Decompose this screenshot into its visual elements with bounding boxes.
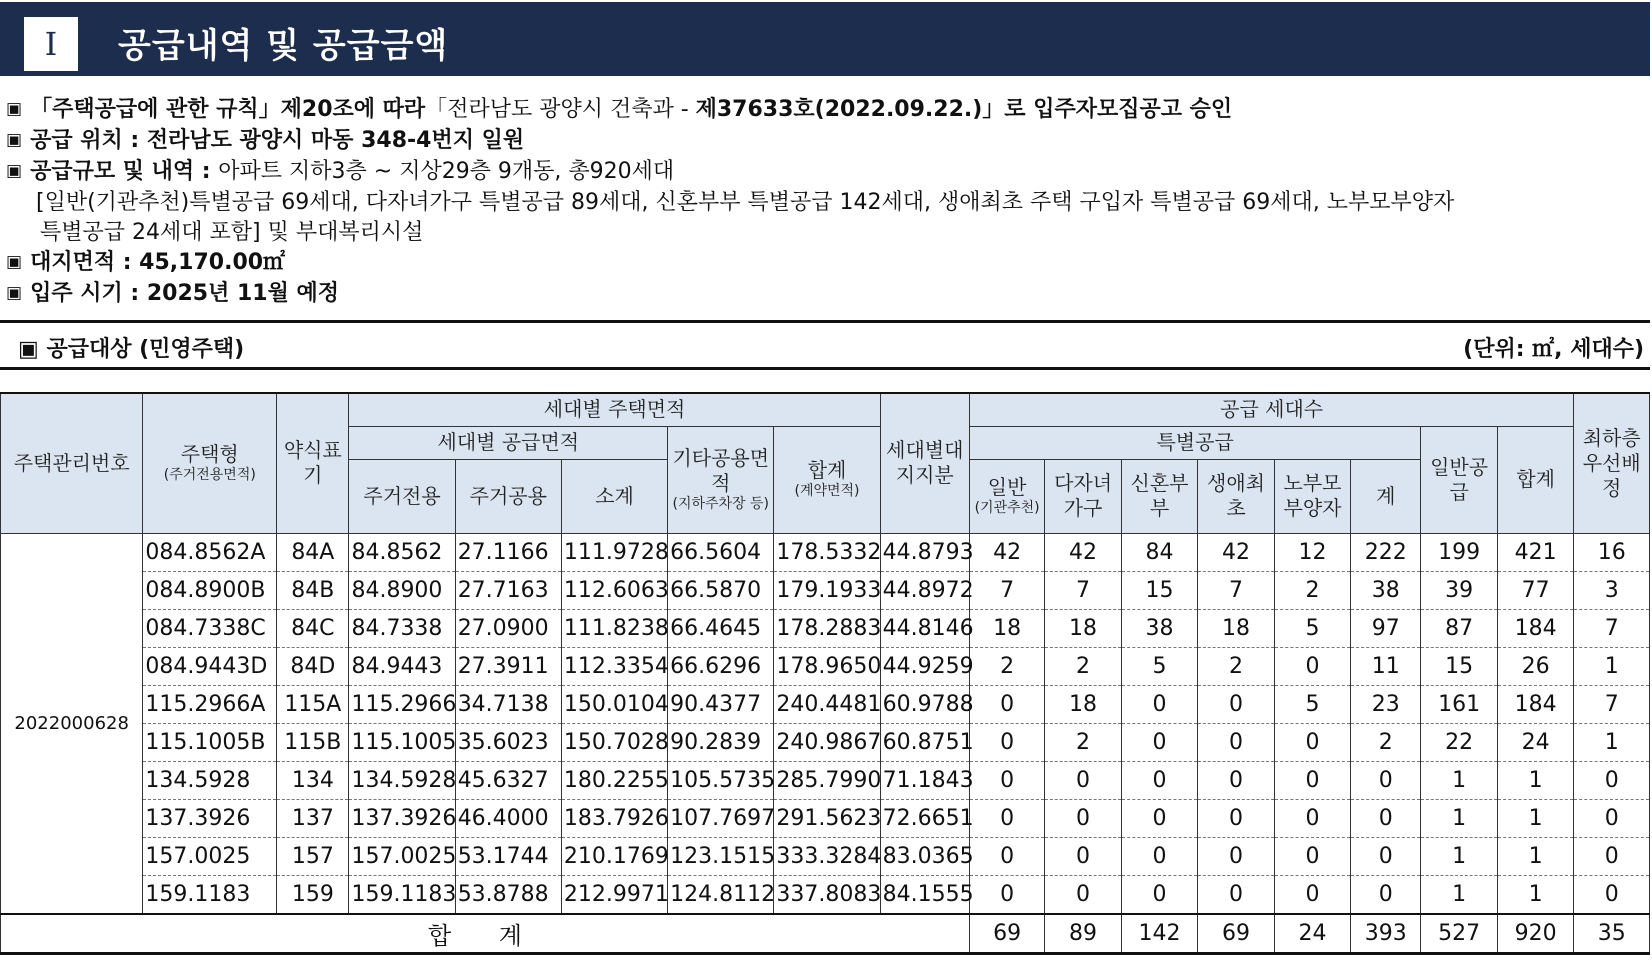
- table-cell: 35.6023: [455, 723, 561, 761]
- header-sp-newlywed: 신혼부부: [1121, 459, 1197, 533]
- table-cell: 2: [969, 647, 1044, 685]
- table-cell: 71.1843: [880, 761, 969, 799]
- table-cell: 44.8972: [880, 571, 969, 609]
- table-cell: 240.9867: [774, 723, 880, 761]
- total-cell: 69: [1198, 914, 1274, 954]
- table-cell: 333.3284: [774, 837, 880, 875]
- table-cell: 1: [1574, 723, 1650, 761]
- table-cell: 134.5928: [143, 761, 277, 799]
- table-cell: 7: [1198, 571, 1274, 609]
- table-cell: 0: [1121, 685, 1197, 723]
- total-cell: 920: [1497, 914, 1574, 954]
- table-cell: 115B: [277, 723, 349, 761]
- info-approval: [6, 95, 1651, 126]
- table-row: [1, 723, 1650, 761]
- square-bullet-icon: ▣: [6, 252, 23, 272]
- table-cell: 7: [1574, 685, 1650, 723]
- table-cell: 0: [1045, 799, 1121, 837]
- table-cell: 66.5870: [668, 571, 774, 609]
- table-cell: 1: [1497, 761, 1574, 799]
- table-cell: 084.7338C: [143, 609, 277, 647]
- header-area-group: 세대별 주택면적: [349, 393, 880, 426]
- table-row: [1, 609, 1650, 647]
- table-cell: 0: [969, 761, 1044, 799]
- table-cell: 34.7138: [455, 685, 561, 723]
- table-cell: 46.4000: [455, 799, 561, 837]
- table-cell: 0: [1274, 723, 1350, 761]
- table-cell: 084.8900B: [143, 571, 277, 609]
- square-bullet-icon: ▣: [6, 283, 23, 303]
- table-cell: 0: [1121, 837, 1197, 875]
- table-cell: 0: [1351, 761, 1421, 799]
- other-common-sub: (지하주차장 등): [672, 495, 770, 512]
- table-cell: 38: [1121, 609, 1197, 647]
- header-exclusive: 주거전용: [349, 459, 455, 533]
- square-bullet-icon: ▣: [6, 130, 23, 150]
- table-cell: 44.9259: [880, 647, 969, 685]
- table-cell: 53.8788: [455, 875, 561, 914]
- table-cell: 0: [1198, 799, 1274, 837]
- square-bullet-icon: ▣: [6, 161, 23, 181]
- table-cell: 137: [277, 799, 349, 837]
- table-cell: 90.2839: [668, 723, 774, 761]
- table-cell: 38: [1351, 571, 1421, 609]
- table-cell: 134: [277, 761, 349, 799]
- house-type-label: 주택형: [180, 442, 239, 466]
- scale-detail-line2: 특별공급 24세대 포함] 및 부대복리시설: [40, 220, 424, 245]
- info-move-in: [6, 279, 1651, 310]
- table-cell: 178.2883: [774, 609, 880, 647]
- table-cell: 0: [969, 799, 1044, 837]
- table-cell: 84A: [277, 533, 349, 571]
- table-cell: 157.0025: [143, 837, 277, 875]
- table-cell: 0: [1121, 875, 1197, 914]
- table-cell: 72.6651: [880, 799, 969, 837]
- table-cell: 60.8751: [880, 723, 969, 761]
- land-area-text: 대지면적 : 45,170.00㎡: [30, 250, 286, 275]
- table-cell: 0: [1198, 837, 1274, 875]
- table-cell: 18: [1198, 609, 1274, 647]
- header-special-group: 특별공급: [969, 426, 1420, 459]
- table-cell: 0: [1198, 761, 1274, 799]
- sp-general-sub: (기관추천): [974, 499, 1040, 516]
- unit-label: (단위: ㎡, 세대수): [1463, 337, 1644, 362]
- table-cell: 45.6327: [455, 761, 561, 799]
- table-cell: 84.8900: [349, 571, 455, 609]
- table-cell: 0: [1274, 875, 1350, 914]
- table-cell: 0: [969, 723, 1044, 761]
- table-cell: 18: [969, 609, 1044, 647]
- table-cell: 112.3354: [561, 647, 667, 685]
- table-cell: 5: [1274, 685, 1350, 723]
- header-sp-sum: 계: [1351, 459, 1421, 533]
- header-general-supply: 일반공급: [1421, 426, 1497, 533]
- table-cell: 97: [1351, 609, 1421, 647]
- table-cell: 0: [1198, 875, 1274, 914]
- sp-general-label: 일반: [987, 474, 1027, 499]
- table-cell: 7: [1045, 571, 1121, 609]
- table-cell: 0: [1274, 837, 1350, 875]
- table-cell: 0: [1351, 875, 1421, 914]
- supply-table: [0, 392, 1650, 955]
- scale-detail-line1: [일반(기관추천)특별공급 69세대, 다자녀가구 특별공급 89세대, 신혼부부 특별공급 142세대, 생애최초 주택 구입자 특별공급 69세대, 노부모부양자: [36, 190, 1455, 215]
- table-cell: 84D: [277, 647, 349, 685]
- location-text: 공급 위치 : 전라남도 광양시 마동 348-4번지 일원: [30, 128, 525, 153]
- scale-label: 공급규모 및 내역 :: [30, 159, 219, 184]
- table-cell: 159.1183: [143, 875, 277, 914]
- table-cell: 115A: [277, 685, 349, 723]
- table-cell: 115.2966: [349, 685, 455, 723]
- house-type-sub: (주거전용면적): [163, 467, 256, 483]
- table-row: [1, 799, 1650, 837]
- table-cell: 240.4481: [774, 685, 880, 723]
- header-sp-multichild: 다자녀가구: [1045, 459, 1121, 533]
- table-cell: 137.3926: [349, 799, 455, 837]
- table-row: [1, 837, 1650, 875]
- table-cell: 0: [1045, 837, 1121, 875]
- table-cell: 66.5604: [668, 533, 774, 571]
- header-sp-general: [969, 459, 1044, 533]
- info-land-area: [6, 248, 1651, 279]
- table-cell: 124.8112: [668, 875, 774, 914]
- table-row: [1, 685, 1650, 723]
- table-row: [1, 533, 1650, 571]
- header-land-share: 세대별대지지분: [880, 393, 969, 533]
- table-cell: 18: [1045, 609, 1121, 647]
- table-cell: 83.0365: [880, 837, 969, 875]
- table-cell: 23: [1351, 685, 1421, 723]
- header-supply-count-group: 공급 세대수: [969, 393, 1574, 426]
- table-cell: 27.7163: [455, 571, 561, 609]
- table-cell: 2: [1198, 647, 1274, 685]
- scale-text: 아파트 지하3층 ~ 지상29층 9개동, 총920세대: [218, 159, 675, 184]
- header-supply-area-group: 세대별 공급면적: [349, 426, 668, 459]
- header-other-common: [668, 426, 774, 533]
- table-cell: 0: [1274, 647, 1350, 685]
- total-label: 합 계: [1, 914, 970, 954]
- table-cell: 2: [1045, 723, 1121, 761]
- square-bullet-icon: ▣: [6, 99, 23, 119]
- table-cell: 1: [1497, 799, 1574, 837]
- approval-rule-text: 「주택공급에 관한 규칙」제20조에 따라: [30, 97, 426, 122]
- info-location: [6, 126, 1651, 157]
- table-cell: 5: [1121, 647, 1197, 685]
- table-cell: 115.2966A: [143, 685, 277, 723]
- table-cell: 77: [1497, 571, 1574, 609]
- table-cell: 105.5735: [668, 761, 774, 799]
- table-cell: 0: [1351, 837, 1421, 875]
- table-cell: 11: [1351, 647, 1421, 685]
- header-sp-firsttime: 생애최초: [1198, 459, 1274, 533]
- table-cell: 1: [1421, 761, 1497, 799]
- table-cell: 084.9443D: [143, 647, 277, 685]
- table-cell: 0: [1198, 723, 1274, 761]
- total-cell: 69: [969, 914, 1044, 954]
- table-cell: 159.1183: [349, 875, 455, 914]
- table-cell: 0: [1198, 685, 1274, 723]
- table-cell: 0: [1045, 761, 1121, 799]
- table-cell: 183.7926: [561, 799, 667, 837]
- table-cell: 84: [1121, 533, 1197, 571]
- table-cell: 115.1005B: [143, 723, 277, 761]
- table-cell: 2: [1045, 647, 1121, 685]
- table-row: [1, 647, 1650, 685]
- table-cell: 285.7990: [774, 761, 880, 799]
- table-cell: 179.1933: [774, 571, 880, 609]
- table-cell: 27.0900: [455, 609, 561, 647]
- table-cell: 16: [1574, 533, 1650, 571]
- move-in-text: 입주 시기 : 2025년 11월 예정: [30, 281, 340, 306]
- table-cell: 134.5928: [349, 761, 455, 799]
- table-cell: 7: [1574, 609, 1650, 647]
- header-mgmt-no: 주택관리번호: [1, 393, 143, 533]
- table-cell: 44.8793: [880, 533, 969, 571]
- table-cell: 2: [1274, 571, 1350, 609]
- table-cell: 84.8562: [349, 533, 455, 571]
- table-cell: 84.9443: [349, 647, 455, 685]
- table-cell: 0: [1574, 837, 1650, 875]
- table-cell: 421: [1497, 533, 1574, 571]
- table-cell: 107.7697: [668, 799, 774, 837]
- table-cell: 53.1744: [455, 837, 561, 875]
- table-cell: 42: [969, 533, 1044, 571]
- table-cell: 199: [1421, 533, 1497, 571]
- total-cell: 527: [1421, 914, 1497, 954]
- table-cell: 42: [1198, 533, 1274, 571]
- header-common: 주거공용: [455, 459, 561, 533]
- table-cell: 123.1515: [668, 837, 774, 875]
- table-cell: 112.6063: [561, 571, 667, 609]
- header-subtotal: 소계: [561, 459, 667, 533]
- total-area-sub: (계약면적): [794, 483, 860, 500]
- table-cell: 1: [1421, 875, 1497, 914]
- table-cell: 2: [1351, 723, 1421, 761]
- table-cell: 12: [1274, 533, 1350, 571]
- table-cell: 0: [1574, 799, 1650, 837]
- table-cell: 87: [1421, 609, 1497, 647]
- table-cell: 90.4377: [668, 685, 774, 723]
- table-cell: 60.9788: [880, 685, 969, 723]
- table-cell: 150.7028: [561, 723, 667, 761]
- approval-number-text: 제37633호(2022.09.22.)」로 입주자모집공고 승인: [695, 97, 1233, 122]
- table-cell: 84.1555: [880, 875, 969, 914]
- table-cell: 1: [1574, 647, 1650, 685]
- table-cell: 115.1005: [349, 723, 455, 761]
- table-cell: 15: [1121, 571, 1197, 609]
- table-cell: 15: [1421, 647, 1497, 685]
- header-abbr: 약식표기: [277, 393, 349, 533]
- supply-info-list: [6, 95, 1651, 310]
- table-cell: 5: [1274, 609, 1350, 647]
- table-cell: 1: [1497, 837, 1574, 875]
- table-cell: 180.2255: [561, 761, 667, 799]
- table-cell: 26: [1497, 647, 1574, 685]
- table-cell: 27.1166: [455, 533, 561, 571]
- table-cell: 24: [1497, 723, 1574, 761]
- table-cell: 44.8146: [880, 609, 969, 647]
- info-scale: [6, 157, 1651, 188]
- table-cell: 39: [1421, 571, 1497, 609]
- table-cell: 22: [1421, 723, 1497, 761]
- header-total-area: [774, 426, 880, 533]
- table-cell: 0: [1045, 875, 1121, 914]
- table-cell: 178.9650: [774, 647, 880, 685]
- table-cell: 1: [1497, 875, 1574, 914]
- header-sp-elderly: 노부모부양자: [1274, 459, 1350, 533]
- total-row: [1, 914, 1650, 954]
- table-cell: 0: [1574, 761, 1650, 799]
- table-cell: 0: [1121, 723, 1197, 761]
- table-cell: 150.0104: [561, 685, 667, 723]
- table-cell: 222: [1351, 533, 1421, 571]
- total-cell: 35: [1574, 914, 1650, 954]
- header-house-type: [143, 393, 277, 533]
- table-cell: 0: [969, 837, 1044, 875]
- table-cell: 7: [969, 571, 1044, 609]
- section-number-box: I: [24, 17, 78, 71]
- table-cell: 0: [1274, 761, 1350, 799]
- table-cell: 66.6296: [668, 647, 774, 685]
- table-cell: 157.0025: [349, 837, 455, 875]
- table-cell: 0: [1274, 799, 1350, 837]
- table-cell: 137.3926: [143, 799, 277, 837]
- table-cell: 157: [277, 837, 349, 875]
- header-sum: 합계: [1497, 426, 1574, 533]
- table-cell: 0: [1121, 799, 1197, 837]
- section-header-bar: [0, 2, 1650, 76]
- total-cell: 89: [1045, 914, 1121, 954]
- table-cell: 159: [277, 875, 349, 914]
- table-cell: 184: [1497, 609, 1574, 647]
- section-title: ▣ 공급대상 (민영주택): [18, 337, 245, 362]
- page-title: 공급내역 및 공급금액: [118, 26, 449, 66]
- table-cell: 291.5623: [774, 799, 880, 837]
- table-cell: 27.3911: [455, 647, 561, 685]
- table-row: [1, 571, 1650, 609]
- table-cell: 0: [1574, 875, 1650, 914]
- other-common-label: 기타공용면적: [672, 445, 770, 495]
- table-body: [1, 533, 1650, 953]
- table-cell: 0: [969, 685, 1044, 723]
- table-cell: 337.8083: [774, 875, 880, 914]
- table-cell: 0: [969, 875, 1044, 914]
- table-cell: 18: [1045, 685, 1121, 723]
- total-cell: 393: [1351, 914, 1421, 954]
- table-cell: 0: [1121, 761, 1197, 799]
- table-cell: 3: [1574, 571, 1650, 609]
- table-cell: 210.1769: [561, 837, 667, 875]
- table-row: [1, 761, 1650, 799]
- table-cell: 161: [1421, 685, 1497, 723]
- table-cell: 66.4645: [668, 609, 774, 647]
- total-area-label: 합계: [807, 458, 847, 483]
- table-cell: 84B: [277, 571, 349, 609]
- header-low-floor: 최하층우선배정: [1574, 393, 1650, 533]
- table-cell: 111.8238: [561, 609, 667, 647]
- table-cell: 111.9728: [561, 533, 667, 571]
- table-cell: 0: [1351, 799, 1421, 837]
- mgmt-number-cell: 2022000628: [1, 533, 143, 914]
- table-cell: 1: [1421, 799, 1497, 837]
- table-cell: 42: [1045, 533, 1121, 571]
- supply-target-section: [0, 320, 1650, 370]
- table-cell: 184: [1497, 685, 1574, 723]
- table-cell: 212.9971: [561, 875, 667, 914]
- total-cell: 142: [1121, 914, 1197, 954]
- table-cell: 178.5332: [774, 533, 880, 571]
- table-cell: 84.7338: [349, 609, 455, 647]
- table-cell: 084.8562A: [143, 533, 277, 571]
- table-cell: 1: [1421, 837, 1497, 875]
- approval-dept-text: 「전라남도 광양시 건축과 -: [425, 97, 696, 122]
- table-row: [1, 875, 1650, 914]
- table-cell: 84C: [277, 609, 349, 647]
- total-cell: 24: [1274, 914, 1350, 954]
